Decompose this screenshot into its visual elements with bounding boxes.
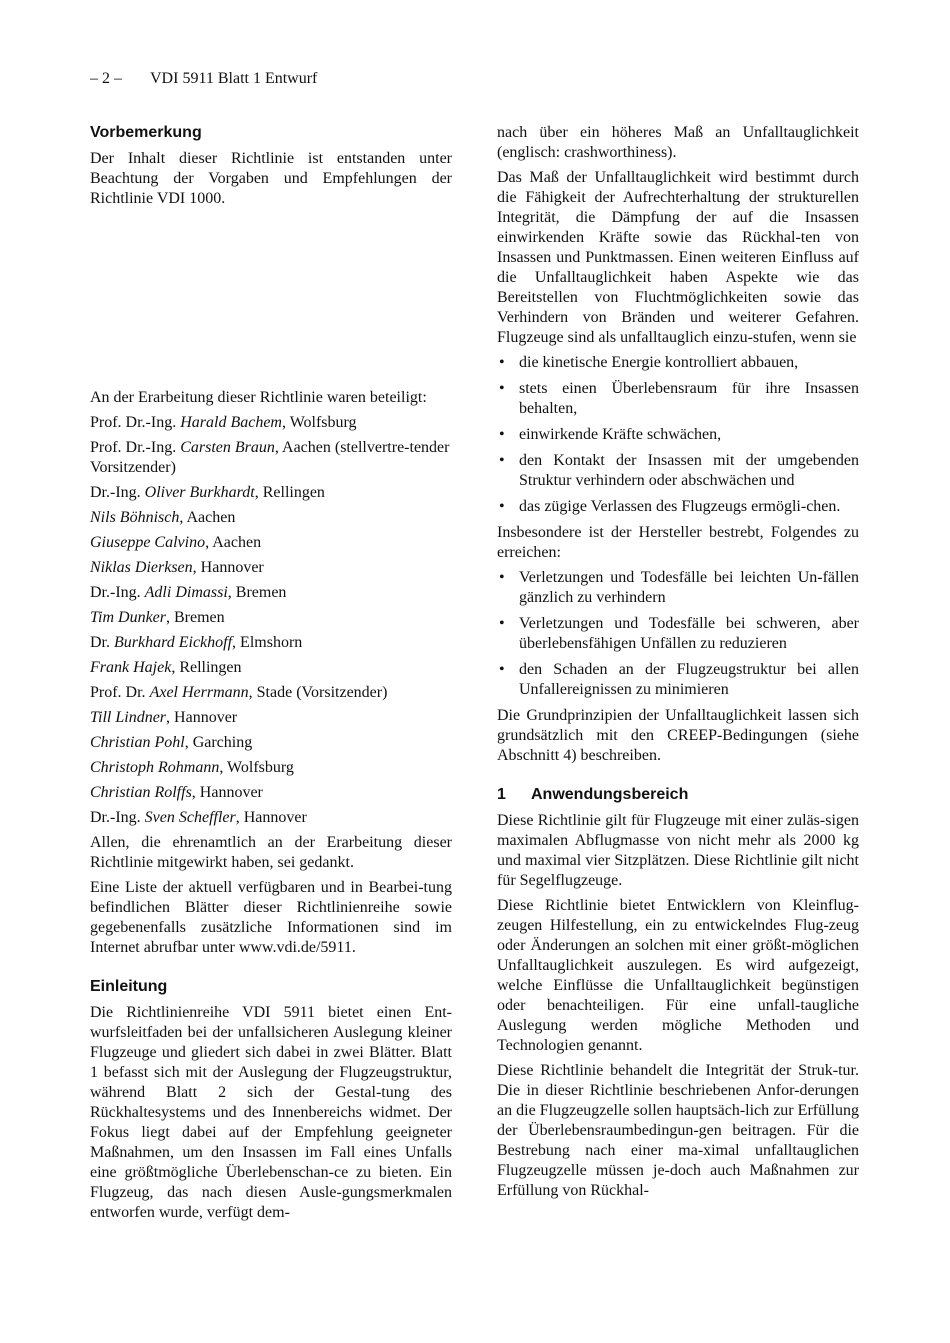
einleitung-text: Die Richtlinienreihe VDI 5911 bietet einen Ent-wurfsleitfaden bei der unfallsicheren Auslegung kleiner Flugzeuge und gliedert sich dabei in zwei Blätter. Blatt 1 befasst sich mit der Auslegung der Flugzeugstruktur, während Blatt 2 sich der Gestal-tung des Rückhaltesystems und des Innenbereichs widmet. Der Fokus liegt dabei auf der Empfehlung geeigneter Maßnahmen, um den Insassen im Fall eines Unfalls eine größtmögliche Überlebenschan-ce zu bieten. Ein Flugzeug, das nach diesen Ausle-gungsmerkmalen entworfen wurde, verfügt dem- [90,1004,452,1221]
contributor-location: , Bremen [166,609,225,626]
contributor-name: Tim Dunker [90,609,166,626]
right-column [497,123,859,1206]
contributor-name: Christian Pohl [90,734,185,751]
contributor-location: , Elmshorn [232,634,303,651]
contributor-name: Niklas Dierksen [90,559,193,576]
contributor-location: , Hannover [191,784,263,801]
bullet-icon: • [499,498,505,515]
contributor-name: Burkhard Eickhoff [114,634,233,651]
criteria-list [497,353,859,517]
contributor-location: , Rellingen [254,484,325,501]
bullet-icon: • [499,452,505,469]
list-item [497,614,859,654]
contributor [90,413,452,433]
contributor-title: Prof. Dr. [90,684,150,701]
list-info-text: Eine Liste der aktuell verfügbaren und in Bearbei-tung befindlichen Blätter dieser Richtlinienreihe sowie gegebenenfalls zusätzliche Informationen sind im Internet abrufbar unter www.vdi.de/5911. [90,879,452,956]
goals-intro: Insbesondere ist der Hersteller bestrebt, Folgendes zu erreichen: [497,524,859,561]
contributor-name: Harald Bachem [180,414,282,431]
thanks-text: Allen, die ehrenamtlich an der Erarbeitung dieser Richtlinie mitgewirkt haben, sei gedankt. [90,834,452,871]
list-item-text: den Schaden an der Flugzeugstruktur bei allen Unfallereignissen zu minimieren [519,661,859,698]
contributor [90,508,452,528]
scope-paragraph-1: Diese Richtlinie gilt für Flugzeuge mit einer zuläs-sigen maximalen Abflugmasse von nicht mehr als 2000 kg und maximal vier Sitzplätzen. Diese Richtlinie gilt nicht für Segelflugzeuge. [497,812,859,889]
contributor-title: Dr.-Ing. [90,584,145,601]
contributor-location: , Hannover [235,809,307,826]
list-item [497,568,859,608]
contributor [90,558,452,578]
list-item [497,353,859,373]
list-item-text: einwirkende Kräfte schwächen, [519,426,722,443]
contributor-location: , Wolfsburg [219,759,294,776]
page-header [90,69,317,89]
contributor-name: Christoph Rohmann [90,759,220,776]
contributor-name: Frank Hajek [90,659,172,676]
contributor [90,533,452,553]
contributor [90,683,452,703]
contributor-location: , Garching [184,734,253,751]
crashworthiness-paragraph: Das Maß der Unfalltauglichkeit wird bestimmt durch die Fähigkeit der Aufrechterhaltung der strukturellen Integrität, die Dämpfung der auf die Insassen einwirkenden Kräfte sowie das Rückhal-ten von Insassen und Punktmassen. Einen weiteren Einfluss auf die Unfalltauglichkeit haben Aspekte wie das Bereitstellen von Fluchtmöglichkeiten sowie das Verhindern von Bränden und weiterer Gefahren. Flugzeuge sind als unfalltauglich einzu-stufen, wenn sie [497,169,859,346]
contributor [90,483,452,503]
list-item [497,451,859,491]
section-1-title: Anwendungsbereich [531,786,689,803]
contributor-name: Till Lindner [90,709,167,726]
contributor-name: Oliver Burkhardt [144,484,255,501]
einleitung-heading: Einleitung [90,978,168,995]
contributor-title: Dr.-Ing. [90,484,145,501]
continuation-text: nach über ein höheres Maß an Unfalltauglichkeit (englisch: crashworthiness). [497,124,859,161]
contributor-name: Sven Scheffler [144,809,236,826]
bullet-icon: • [499,426,505,443]
contributor [90,758,452,778]
document-id: VDI 5911 Blatt 1 Entwurf [150,70,318,87]
contributor-location: , Rellingen [171,659,242,676]
left-column [90,123,452,1228]
contributor-location: , Aachen [179,509,236,526]
bullet-icon: • [499,380,505,397]
bullet-icon: • [499,569,505,586]
contributor [90,633,452,653]
contributor-location: , Aachen (stellvertre-tender Vorsitzender) [90,439,450,476]
contributor-title: Prof. Dr.-Ing. [90,414,181,431]
contributor [90,733,452,753]
contributor-name: Nils Böhnisch [90,509,180,526]
list-item-text: die kinetische Energie kontrolliert abbauen, [519,354,799,371]
contributor-location: , Bremen [227,584,287,601]
contributor-name: Christian Rolffs [90,784,192,801]
contributors-list [90,413,452,828]
bullet-icon: • [499,354,505,371]
scope-paragraph-3: Diese Richtlinie behandelt die Integrität der Struk-tur. Die in dieser Richtlinie beschriebenen Anfor-derungen an die Flugzeugzelle sollen hauptsäch-lich zur Erfüllung der Überlebensraumbedingun-gen beitragen. Für die Bestrebung nach einer ma-ximal unfalltauglichen Flugzeugzelle müssen je-doch auch Maßnahmen zur Erfüllung von Rückhal- [497,1062,859,1199]
contributor-location: , Stade (Vorsitzender) [248,684,388,701]
list-item-text: Verletzungen und Todesfälle bei schweren, aber überlebensfähigen Unfällen zu reduzieren [519,615,859,652]
scope-paragraph-2: Diese Richtlinie bietet Entwicklern von Kleinflug-zeugen Hilfestellung, ein zu entwickelndes Flug-zeug oder Änderungen an solchen mit einer größt-möglichen Unfalltauglichkeit auszulegen. Es wird aufgezeigt, welche Einflüsse die Unfalltauglichkeit begünstigen oder benachteiligen. Für eine unfall-taugliche Auslegung werden mögliche Methoden und Technologien genannt. [497,897,859,1054]
page-number: – 2 – [90,70,122,87]
contributor-name: Giuseppe Calvino [90,534,206,551]
contributor [90,583,452,603]
list-item [497,379,859,419]
contributor-title: Dr.-Ing. [90,809,145,826]
contributor [90,708,452,728]
contributors-intro: An der Erarbeitung dieser Richtlinie waren beteiligt: [90,389,427,406]
contributor-location: , Hannover [166,709,238,726]
list-item [497,660,859,700]
contributor-name: Axel Herrmann [149,684,249,701]
contributor-name: Adli Dimassi [144,584,228,601]
list-item-text: den Kontakt der Insassen mit der umgebenden Struktur verhindern oder abschwächen und [519,452,859,489]
section-1-heading [497,785,859,805]
list-item [497,425,859,445]
goals-list [497,568,859,700]
vorbemerkung-text: Der Inhalt dieser Richtlinie ist entstanden unter Beachtung der Vorgaben und Empfehlungen der Richtlinie VDI 1000. [90,150,452,207]
list-item [497,497,859,517]
list-item-text: das zügige Verlassen des Flugzeugs ermögli-chen. [519,498,841,515]
contributor-location: , Hannover [192,559,264,576]
bullet-icon: • [499,615,505,632]
contributor [90,808,452,828]
contributor-location: , Aachen [205,534,262,551]
contributor-location: , Wolfsburg [281,414,357,431]
section-1-number: 1 [497,786,506,803]
creep-paragraph: Die Grundprinzipien der Unfalltauglichkeit lassen sich grundsätzlich mit den CREEP-Bedingungen (siehe Abschnitt 4) beschreiben. [497,707,859,764]
contributor [90,783,452,803]
contributor [90,658,452,678]
vorbemerkung-heading: Vorbemerkung [90,124,202,141]
contributor [90,438,452,478]
list-item-text: Verletzungen und Todesfälle bei leichten Un-fällen gänzlich zu verhindern [519,569,859,606]
bullet-icon: • [499,661,505,678]
list-item-text: stets einen Überlebensraum für ihre Insassen behalten, [519,380,859,417]
contributor-title: Prof. Dr.-Ing. [90,439,181,456]
contributor [90,608,452,628]
contributor-name: Carsten Braun [180,439,275,456]
contributor-title: Dr. [90,634,114,651]
